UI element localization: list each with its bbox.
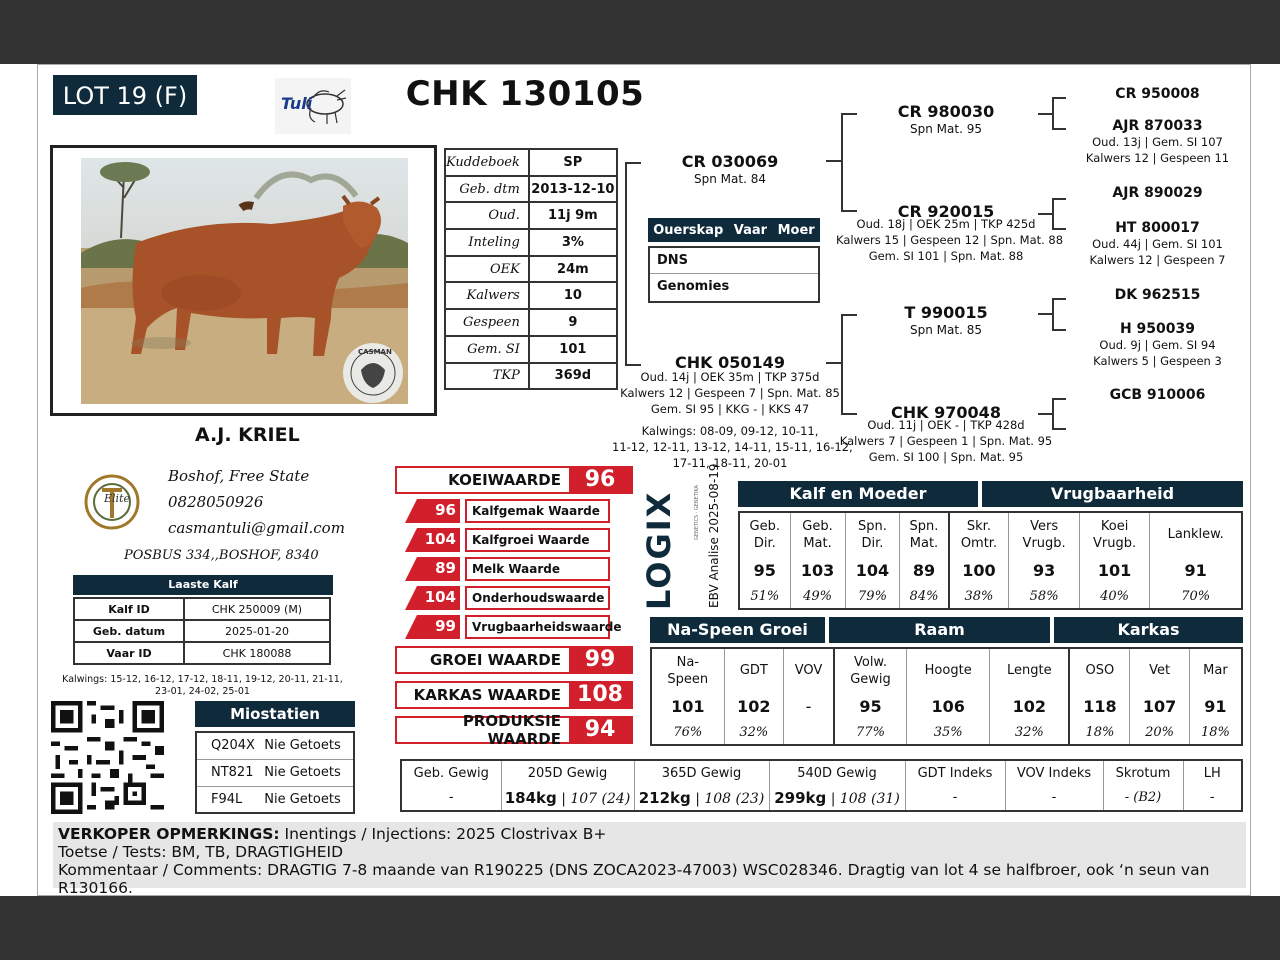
ebv-head-l1: OSO [1085,663,1115,679]
raam-header: Raam [829,617,1050,643]
ebv-head-l1: Vers [1030,518,1059,534]
ebv-head-l1: Lengte [1007,663,1052,679]
stats-table [444,148,618,390]
weights-heads [401,760,1242,785]
owner-email: casmantuli@gmail.com [168,519,345,537]
ebv-value: 101 [1079,556,1149,585]
ebv-accuracy: 18% [1189,721,1242,745]
pedigree-line [1038,113,1052,115]
ebv-head-l1: Lanklew. [1167,527,1224,543]
sd-dam-line2: Kalwers 12 | Gespeen 7 [1089,253,1226,267]
ebv-head [739,512,790,556]
logix-analysis: EBV Analise 2025-08-19 [707,463,721,608]
miostatien-header: Miostatien [195,701,355,727]
weight-rank: | 107 (24) [556,790,631,807]
last-calf-calvings-line1: Kalwings: 15-12, 16-12, 17-12, 18-11, 19-12, 20-11, 21-11, [62,674,343,685]
ebv-accuracy: 20% [1130,721,1190,745]
logix-brand: LOGIX [640,490,678,610]
pedigree-line [841,314,857,316]
bottom-band [0,896,1280,960]
ss-dam-name: AJR 870033 [1112,118,1203,134]
ebv-head-l1: GDT [739,663,768,679]
ebv-head-l1: Koei [1100,518,1129,534]
owner-name: A.J. KRIEL [195,424,300,446]
casman-watermark: CASMAN [358,348,392,356]
pedigree-line [1052,298,1066,300]
stats-value: 2013-12-10 [529,176,617,203]
weight-head: 540D Gewig [769,760,905,785]
groei-waarde-label: GROEI WAARDE [429,651,561,669]
ouerskap-row-dns: DNS [650,248,818,274]
ebv-head [1009,512,1079,556]
sub-value-label: Onderhoudswaarde [465,586,610,610]
pedigree-line [1052,329,1066,331]
pedigree-line [1052,298,1054,330]
ebv-head-l2: Gewig [850,671,891,687]
owner-phone: 0828050926 [168,493,264,511]
ebv-head-l1: Na- [676,654,699,670]
pedigree-line [1038,313,1052,315]
ebv-accuracy: 35% [907,721,990,745]
pedigree-sire-dam [836,202,1064,264]
remarks-label: VERKOPER OPMERKINGS: [58,825,280,843]
karkas-waarde-value: 108 [569,683,631,707]
sub-value-label: Kalfgemak Waarde [465,499,610,523]
weight-rank: - [952,790,958,805]
pedigree-line [826,160,842,162]
stats-row [445,282,617,309]
sd-dam-name: HT 800017 [1115,220,1200,236]
ebv-head [990,648,1070,692]
sd-dam [1080,220,1235,268]
stats-key: Kalwers [445,282,529,309]
weight-value [1005,785,1103,811]
last-calf-value: CHK 180088 [184,642,330,664]
ouerskap-box [648,246,820,303]
weight-head: GDT Indeks [905,760,1005,785]
ouerskap-row-genomies: Genomies [657,279,730,294]
owner-location: Boshof, Free State [168,467,310,485]
miostatien-value: Nie Getoets [264,732,354,759]
ebv-accuracy: 79% [845,585,900,609]
produksie-waarde-box [395,712,633,748]
sub-value-badge [405,586,460,610]
last-calf-key: Vaar ID [74,642,184,664]
ebv-accuracy: 49% [790,585,845,609]
pedigree-dam-dam [836,404,1056,465]
ebv-head-l1: Spn. [858,518,887,534]
sub-value-number: 89 [435,559,456,577]
ouerskap-h2: Vaar [733,222,768,238]
tuli-logo [275,78,351,134]
ss-dam [1080,118,1235,166]
dam-dam-name: CHK 970048 [891,403,1001,422]
ebv-head-l2: Mat. [803,535,832,551]
ebv-value: 102 [724,692,784,721]
sub-value-row [405,557,610,581]
stats-value: 24m [529,256,617,283]
logix-tag: GENETICS · GENETIKA [694,485,700,540]
ebv-head-l1: Hoogte [924,663,972,679]
pedigree-line [1052,128,1066,130]
ebv-top-values [739,556,1242,585]
last-calf-row [74,620,330,642]
sub-value-row [405,499,610,523]
ebv-value: 101 [671,696,705,716]
elite-logo-text: Elite [104,492,130,505]
dam-sire-name: T 990015 [904,303,988,322]
ebv-value: 93 [1009,556,1079,585]
ebv-value: 103 [790,556,845,585]
stats-row [445,309,617,336]
remarks-line1 [58,825,1241,843]
weight-head: 205D Gewig [501,760,634,785]
stats-row [445,256,617,283]
tuli-logo-text: Tuli [281,94,313,113]
miostatien-key: Q204X [196,732,264,759]
top-band [0,0,1280,64]
stats-row [445,176,617,203]
stats-key: Geb. dtm [445,176,529,203]
stats-row [445,149,617,176]
ebv-value: 91 [1189,692,1242,721]
ebv-head [834,648,907,692]
dam-calvings-line3: 17-11, 18-11, 20-01 [672,456,788,470]
ebv-bottom-heads [651,648,1242,692]
stats-row [445,336,617,363]
ebv-value: 102 [990,692,1070,721]
weight-kg: 184kg [504,788,557,807]
sub-value-number: 104 [424,588,456,606]
pedigree-line [1052,398,1066,400]
sub-value-number: 104 [424,530,456,548]
ebv-value: 104 [845,556,900,585]
weight-rank: - [448,790,454,805]
groei-waarde-value: 99 [569,648,631,672]
weight-value [905,785,1005,811]
sire-name: CR 030069 [681,152,779,171]
ebv-head [1069,648,1129,692]
dam-sire-sub: Spn Mat. 85 [910,323,982,337]
weight-head: 365D Gewig [634,760,769,785]
na-speen-groei-header: Na-Speen Groei [650,617,825,643]
last-calf-header: Laaste Kalf [73,575,333,595]
ebv-bottom-accuracy [651,721,1242,745]
qr-code[interactable] [50,701,165,814]
karkas-waarde-box [395,681,633,709]
weight-rank: - [1051,790,1057,805]
remarks-tests: Toetse / Tests: BM, TB, DRAGTIGHEID [58,843,344,861]
pedigree-line [1052,198,1066,200]
stats-value: SP [529,149,617,176]
karkas-waarde-label: KARKAS WAARDE [413,686,561,704]
last-calf-value: CHK 250009 (M) [184,598,330,620]
produksie-waarde-value: 94 [569,718,631,742]
ouerskap-h3: Moer [777,222,815,238]
karkas-header: Karkas [1054,617,1243,643]
weight-value [769,785,905,811]
pedigree-sire [650,152,810,187]
ebv-head [724,648,784,692]
ss-dam-line1: Oud. 13j | Gem. SI 107 [1092,135,1223,149]
ebv-head-l2: Mat. [909,535,939,551]
photo-frame [50,145,437,416]
koeiwaarde-value: 96 [569,468,631,492]
ebv-accuracy: 38% [949,585,1009,609]
stats-value: 369d [529,363,617,390]
ebv-head-l2: Speen [667,671,709,687]
logix-logo [640,470,678,610]
dam-calvings-line1: Kalwings: 08-09, 09-12, 10-11, [641,424,819,438]
stats-key: Inteling [445,229,529,256]
weight-kg: 212kg [638,788,691,807]
ebv-accuracy: 18% [1069,721,1129,745]
sire-sub: Spn Mat. 84 [694,172,766,186]
ebv-head-l1: Skr. [966,518,991,534]
sire-dam-name: CR 920015 [897,202,995,221]
ebv-value: 100 [949,556,1009,585]
weight-head: LH [1183,760,1242,785]
weight-kg: 299kg [774,788,827,807]
stats-row [445,202,617,229]
ebv-top-heads [739,512,1242,556]
miostatien-row [196,759,354,786]
kalf-en-moeder-header: Kalf en Moeder [738,481,978,507]
sub-value-badge [405,499,460,523]
ss-sire: CR 950008 [1115,86,1200,102]
last-calf-key: Kalf ID [74,598,184,620]
ebv-accuracy: 58% [1009,585,1079,609]
dd-sire: GCB 910006 [1109,387,1206,403]
ebv-head-l1: Geb. [802,518,833,534]
dam-line3: Gem. SI 95 | KKG - | KKS 47 [650,402,810,416]
sub-value-number: 99 [435,617,456,635]
lot-badge: LOT 19 (F) [53,75,197,115]
miostatien-table [195,731,355,814]
pedigree-line [625,162,627,365]
pedigree-sire-sire [866,102,1026,137]
weight-rank: | 108 (23) [690,790,765,807]
koeiwaarde-label: KOEIWAARDE [448,471,561,489]
sub-value-label: Kalfgroei Waarde [465,528,610,552]
ds-dam-line2: Kalwers 5 | Gespeen 3 [1093,354,1222,368]
weights-values [401,785,1242,811]
stats-key: Oud. [445,202,529,229]
miostatien-row [196,732,354,759]
ds-dam [1080,321,1235,369]
miostatien-key: F94L [211,791,243,807]
groei-waarde-box [395,646,633,674]
stats-row [445,229,617,256]
ebv-value: 106 [907,692,990,721]
sire-sire-sub: Spn Mat. 95 [910,122,982,136]
miostatien-value: Nie Getoets [264,791,341,807]
stats-value: 101 [529,336,617,363]
ebv-head [1079,512,1149,556]
stats-key: OEK [445,256,529,283]
stats-value: 11j 9m [529,202,617,229]
ebv-value: - [784,692,834,721]
pedigree-line [841,113,843,211]
ebv-head-l1: Spn. [909,518,939,534]
pedigree-line [1052,97,1054,129]
koeiwaarde-box [395,466,633,494]
stats-key: TKP [445,363,529,390]
last-calf-calvings-line2: 23-01, 24-02, 25-01 [155,686,250,697]
ebv-head [1150,512,1242,556]
pedigree-line [1052,97,1066,99]
stats-value: 10 [529,282,617,309]
ebv-accuracy: 40% [1079,585,1149,609]
ds-dam-line1: Oud. 9j | Gem. SI 94 [1099,338,1216,352]
sub-value-label: Vrugbaarheidswaarde [465,615,610,639]
ebv-head-l1: Volw. [853,654,888,670]
ebv-top-table [738,511,1243,610]
ebv-head-l2: Dir. [861,535,884,551]
ebv-accuracy: 32% [990,721,1070,745]
weight-value [401,785,501,811]
sub-value-row [405,615,622,639]
ebv-head [784,648,834,692]
owner-postal: POSBUS 334,,BOSHOF, 8340 [124,548,319,563]
sire-dam-line2: Kalwers 15 | Gespeen 12 | Spn. Mat. 88 [836,233,1064,247]
sub-value-badge [405,557,460,581]
stats-key: Kuddeboek [445,149,529,176]
ebv-accuracy [784,721,834,745]
ebv-bottom-table [650,647,1243,746]
last-calf-row [74,598,330,620]
sire-dam-line1: Oud. 18j | OEK 25m | TKP 425d [856,217,1036,231]
ebv-head-l1: VOV [794,663,823,679]
stats-row [445,363,617,390]
dam-dam-line3: Gem. SI 100 | Spn. Mat. 95 [868,450,1024,464]
stats-value: 9 [529,309,617,336]
pedigree-dam [612,354,848,417]
weight-value [1103,785,1183,811]
sub-value-number: 96 [435,501,456,519]
sub-value-label: Melk Waarde [465,557,610,581]
sub-value-row [405,586,610,610]
weight-value [1183,785,1242,811]
weight-value [634,785,769,811]
ebv-accuracy: 84% [900,585,949,609]
weight-value [501,785,634,811]
sire-dam-line3: Gem. SI 101 | Spn. Mat. 88 [868,249,1024,263]
ebv-value: 118 [1069,692,1129,721]
ebv-head [900,512,949,556]
ebv-head-l2: Vrugb. [1022,535,1066,551]
stats-key: Gespeen [445,309,529,336]
dam-calvings-line2: 11-12, 12-11, 13-12, 14-11, 15-11, 16-12, [612,440,853,454]
dam-dam-line1: Oud. 11j | OEK - | TKP 428d [867,418,1025,432]
dam-calvings [612,423,853,471]
ebv-head [1130,648,1190,692]
stats-key: Gem. SI [445,336,529,363]
sub-value-badge [405,528,460,552]
weight-head: Skrotum [1103,760,1183,785]
ebv-top-accuracy [739,585,1242,609]
animal-id-title: CHK 130105 [405,74,645,114]
dam-name: CHK 050149 [675,353,785,372]
ebv-accuracy: 32% [724,721,784,745]
ds-dam-name: H 950039 [1119,321,1196,337]
sub-value-row [405,528,610,552]
ebv-value: 95 [834,692,907,721]
ebv-bottom-values [651,692,1242,721]
ebv-head-l1: Geb. [749,518,781,534]
ebv-head [1189,648,1242,692]
remarks-injections: Inentings / Injections: 2025 Clostrivax B+ [279,825,607,843]
ebv-head-l1: Mar [1203,663,1228,679]
remarks-comments: Kommentaar / Comments: DRAGTIG 7-8 maande van R190225 (DNS ZOCA2023-47003) WSC028346. Dragtig van lot 4 se halfbroer, ook ‘n seun van R130166. [58,861,1210,897]
sd-sire: AJR 890029 [1112,185,1203,201]
ebv-accuracy: 77% [834,721,907,745]
pedigree-dam-sire [866,303,1026,338]
last-calf-table [73,597,331,665]
ebv-value: 107 [1130,692,1190,721]
ebv-accuracy: 51% [750,588,780,604]
dam-dam-line2: Kalwers 7 | Gespeen 1 | Spn. Mat. 95 [839,434,1053,448]
vrugbaarheid-header: Vrugbaarheid [982,481,1243,507]
ebv-head [790,512,845,556]
last-calf-row [74,642,330,664]
pedigree-line [625,162,641,164]
cow-photo [81,158,408,404]
ebv-head-l2: Omtr. [960,535,998,551]
elite-logo [82,472,142,532]
ebv-accuracy: 76% [673,724,703,740]
ebv-value: 89 [900,556,949,585]
sub-value-badge [405,615,460,639]
ebv-accuracy: 70% [1150,585,1242,609]
last-calf-value: 2025-01-20 [184,620,330,642]
sire-sire-name: CR 980030 [897,102,995,121]
sd-dam-line1: Oud. 44j | Gem. SI 101 [1092,237,1223,251]
ebv-head-l2: Dir. [753,535,776,551]
ds-sire: DK 962515 [1114,287,1201,303]
ebv-head-l1: Vet [1149,663,1171,679]
ouerskap-h1: Ouerskap [653,222,724,238]
pedigree-line [841,113,857,115]
ebv-value: 95 [753,560,776,580]
weights-table [400,759,1243,812]
dam-line1: Oud. 14j | OEK 35m | TKP 375d [640,370,820,384]
ebv-head [845,512,900,556]
produksie-waarde-label: PRODUKSIE WAARDE [462,712,561,748]
weight-rank: - (B2) [1124,790,1162,805]
dam-line2: Kalwers 12 | Gespeen 7 | Spn. Mat. 85 [620,386,840,400]
weight-head: Geb. Gewig [413,765,489,781]
ebv-head [907,648,990,692]
weight-head: VOV Indeks [1005,760,1103,785]
weight-rank: - [1209,790,1215,805]
last-calf-calvings [60,674,345,698]
ouerskap-header [648,218,820,242]
ss-dam-line2: Kalwers 12 | Gespeen 11 [1085,151,1230,165]
ebv-value: 91 [1150,556,1242,585]
ebv-head-l2: Vrugb. [1093,535,1137,551]
seller-remarks [53,822,1246,897]
miostatien-key: NT821 [196,759,264,786]
ebv-head [949,512,1009,556]
miostatien-row [196,786,354,813]
weight-rank: | 108 (31) [826,790,900,807]
miostatien-value: Nie Getoets [264,759,354,786]
ebv-head [651,648,724,692]
stats-value: 3% [529,229,617,256]
last-calf-key: Geb. datum [74,620,184,642]
